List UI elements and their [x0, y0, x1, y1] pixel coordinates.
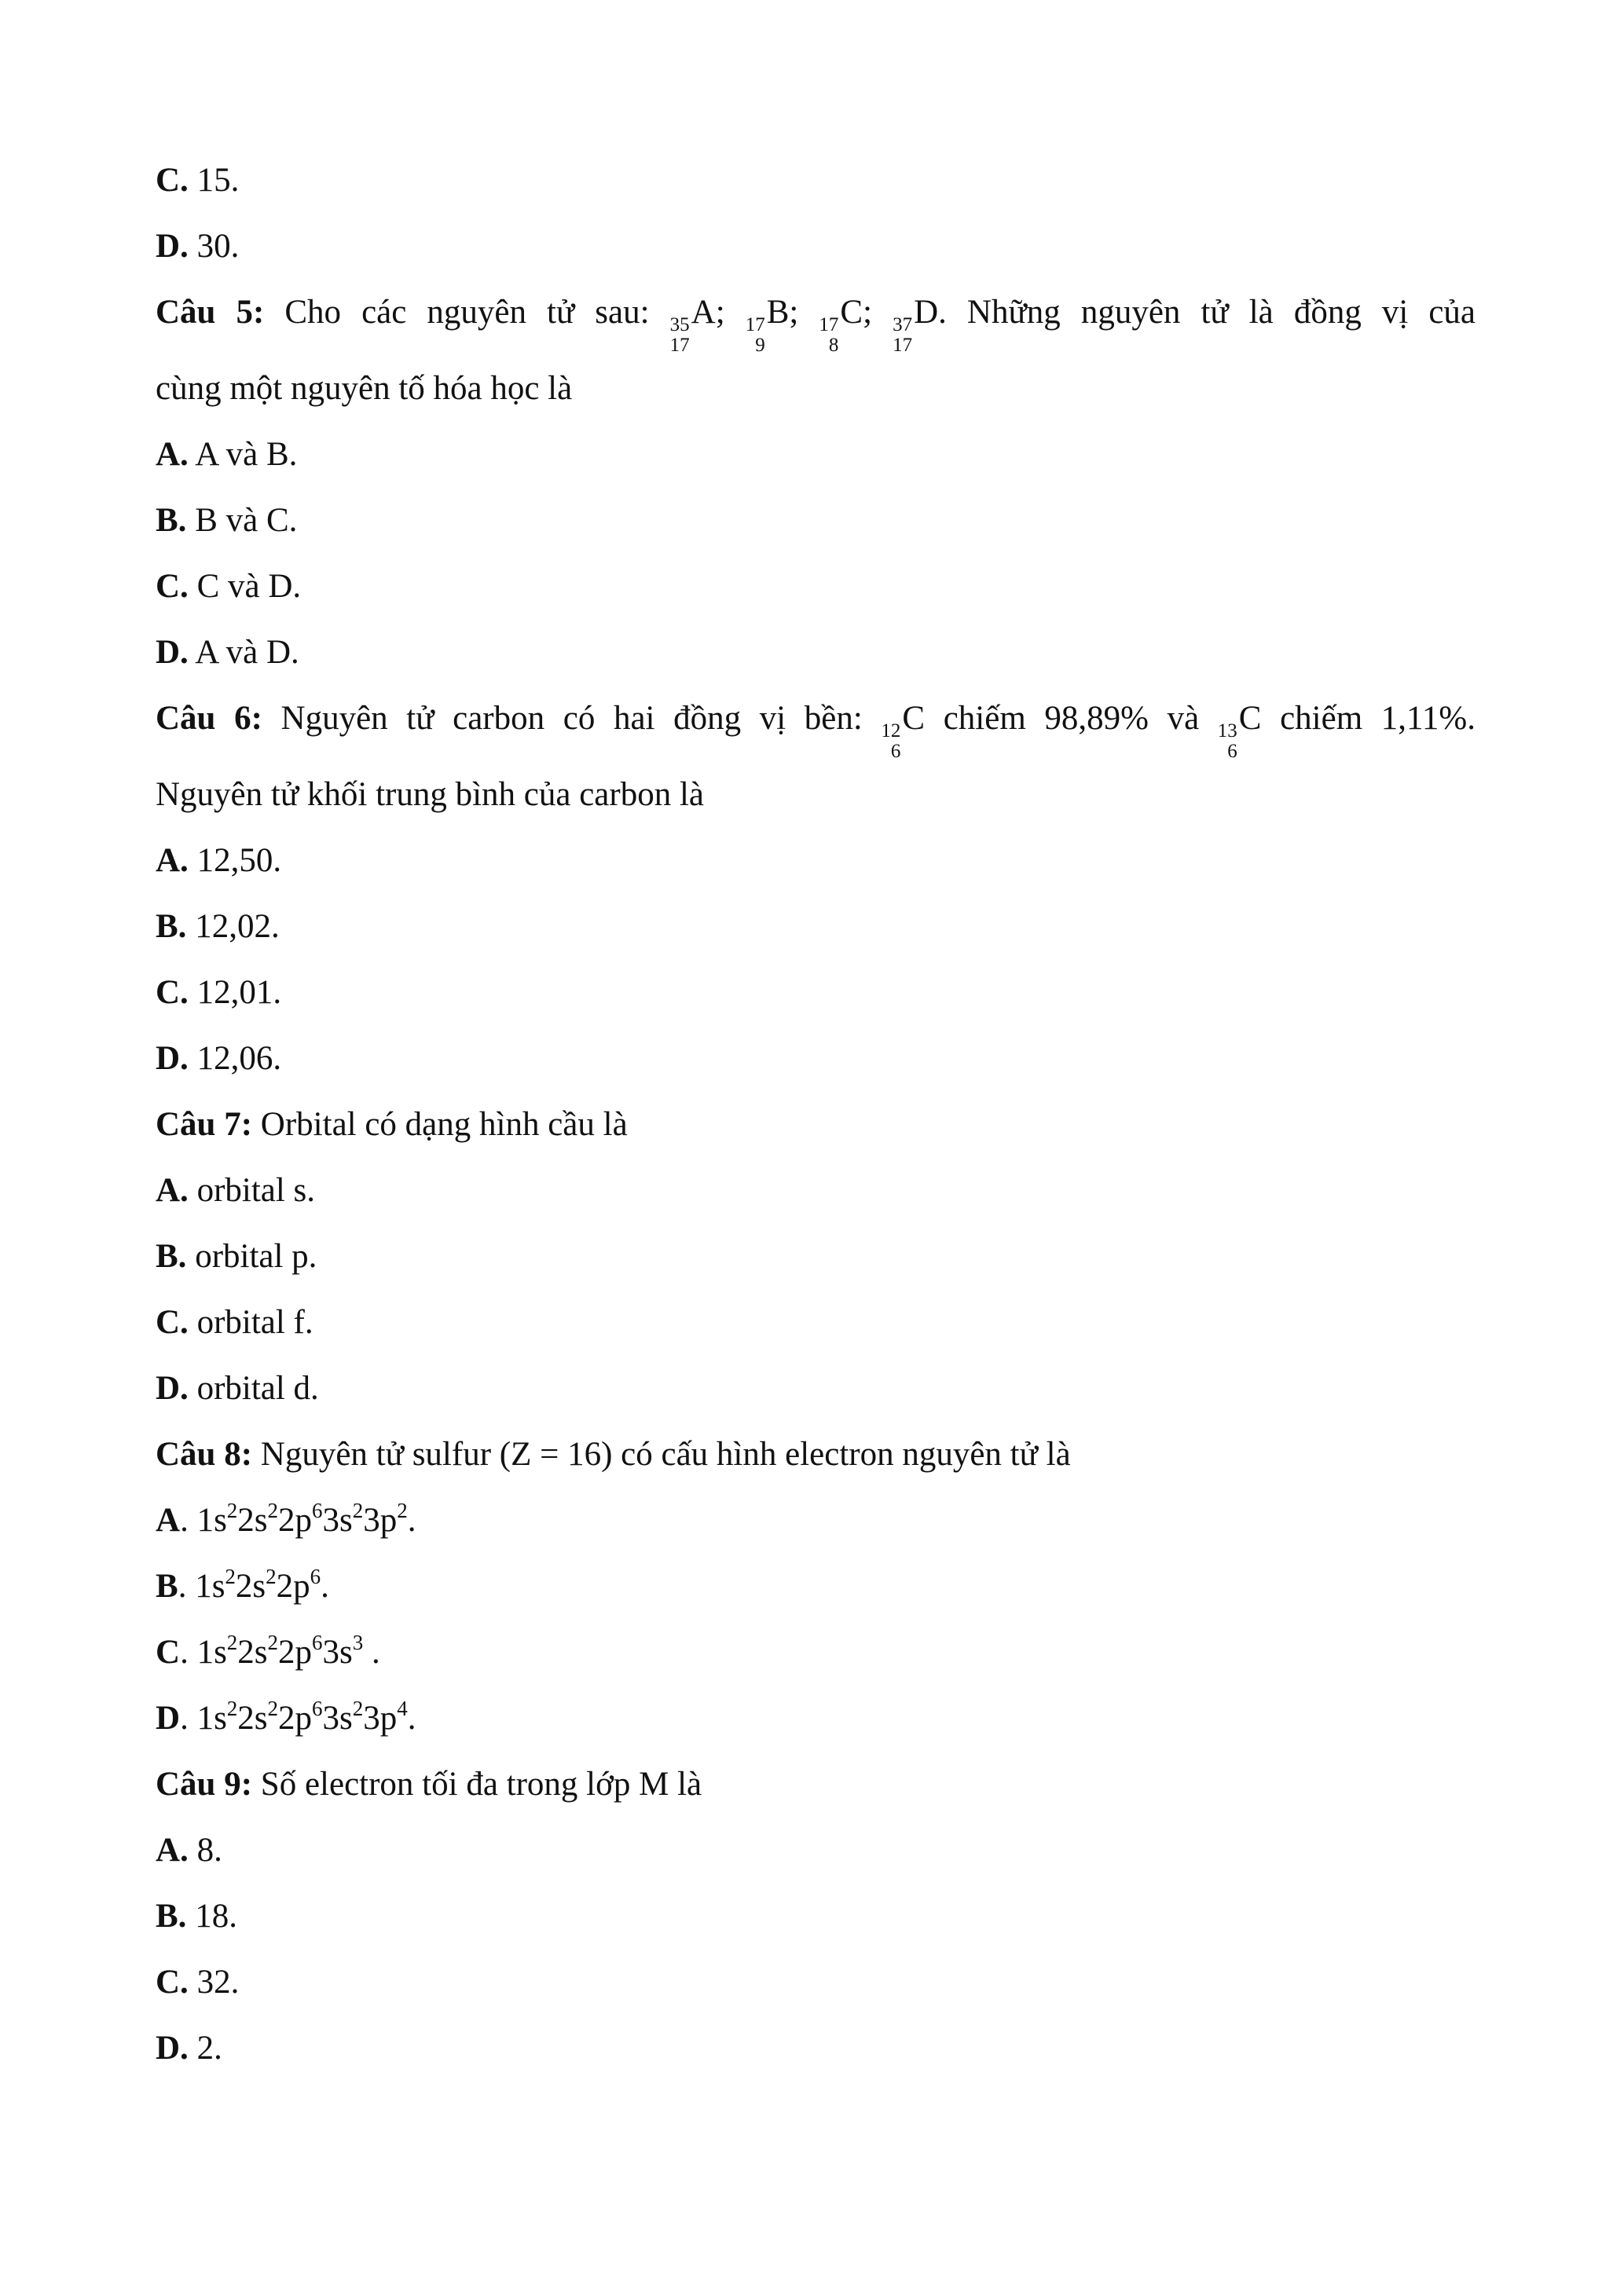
- orbital-term: $1s^2$: [196, 1697, 238, 1737]
- question-7-stem: Câu 7: Orbital có dạng hình cầu là: [156, 1106, 628, 1143]
- question-5-option-b: B. B và C.: [156, 502, 298, 539]
- question-5-option-d: D. A và D.: [156, 634, 299, 671]
- question-6-option-d: D. 12,06.: [156, 1040, 282, 1077]
- isotope-c13: 13 6 C: [1217, 700, 1262, 762]
- question-7-option-a: A. orbital s.: [156, 1172, 316, 1209]
- isotope-a: 35 17 A;: [669, 294, 746, 356]
- question-6-stem-line2: Nguyên tử khối trung bình của carbon là: [156, 776, 704, 813]
- orbital-term: $3s^3$: [322, 1631, 364, 1671]
- orbital-term: $2p^6$: [278, 1499, 323, 1539]
- orbital-term: $1s^2$: [195, 1565, 236, 1605]
- option-d-prev: D. 30.: [156, 228, 240, 265]
- orbital-term: $3s^2$: [322, 1499, 364, 1539]
- orbital-term: $2s^2$: [237, 1697, 279, 1737]
- orbital-term: $3p^4$: [363, 1697, 408, 1737]
- question-7-option-c: C. orbital f.: [156, 1304, 313, 1341]
- question-9-option-d: D. 2.: [156, 2030, 222, 2067]
- question-7-option-d: D. orbital d.: [156, 1370, 319, 1407]
- question-7-option-b: B. orbital p.: [156, 1238, 317, 1275]
- question-9-option-c: C. 32.: [156, 1964, 240, 2001]
- option-c-prev: C. 15.: [156, 162, 240, 199]
- isotope-c: 17 8 C;: [819, 294, 893, 356]
- question-6-option-c: C. 12,01.: [156, 974, 282, 1011]
- question-6-stem: Câu 6: Nguyên tử carbon có hai đồng vị bền: 12 6 C chiếm 98,89% và 13 6 C chiếm 1,11%.: [156, 700, 1476, 762]
- question-5-stem: Câu 5: Cho các nguyên tử sau: 35 17 A; 17 9 B; 17 8 C; 37 17 D. Những nguyên tử là đồng vị của: [156, 294, 1476, 356]
- orbital-term: $2s^2$: [235, 1565, 277, 1605]
- orbital-term: $1s^2$: [196, 1499, 238, 1539]
- question-9-option-a: A. 8.: [156, 1832, 222, 1869]
- document-content: [156, 148, 1476, 2082]
- question-8-option-a: A. $1s^22s^22p^63s^23p^2$.: [156, 1499, 416, 1539]
- question-8-option-b: B. $1s^22s^22p^6$.: [156, 1565, 329, 1605]
- question-5-option-a: A. A và B.: [156, 436, 298, 473]
- question-9-stem: Câu 9: Số electron tối đa trong lớp M là: [156, 1766, 702, 1803]
- question-6-option-a: A. 12,50.: [156, 842, 282, 879]
- question-5-stem-line2: cùng một nguyên tố hóa học là: [156, 370, 573, 407]
- orbital-term: $2p^6$: [278, 1697, 323, 1737]
- question-8-stem: Câu 8: Nguyên tử sulfur (Z = 16) có cấu hình electron nguyên tử là: [156, 1436, 1071, 1473]
- orbital-term: $1s^2$: [196, 1631, 238, 1671]
- isotope-b: 17 9 B;: [745, 294, 819, 356]
- question-6-option-b: B. 12,02.: [156, 908, 280, 945]
- question-5-option-c: C. C và D.: [156, 568, 302, 605]
- orbital-term: $2p^6$: [278, 1631, 323, 1671]
- question-8-option-c: C. $1s^22s^22p^63s^3$ .: [156, 1631, 380, 1671]
- orbital-term: $2p^6$: [276, 1565, 321, 1605]
- question-8-option-d: D. $1s^22s^22p^63s^23p^4$.: [156, 1697, 416, 1737]
- orbital-term: $2s^2$: [237, 1499, 279, 1539]
- orbital-term: $3s^2$: [322, 1697, 364, 1737]
- orbital-term: $3p^2$: [363, 1499, 408, 1539]
- isotope-d: 37 17 D.: [893, 294, 967, 356]
- isotope-c12: 12 6 C: [881, 700, 926, 762]
- question-9-option-b: B. 18.: [156, 1898, 237, 1935]
- orbital-term: $2s^2$: [237, 1631, 279, 1671]
